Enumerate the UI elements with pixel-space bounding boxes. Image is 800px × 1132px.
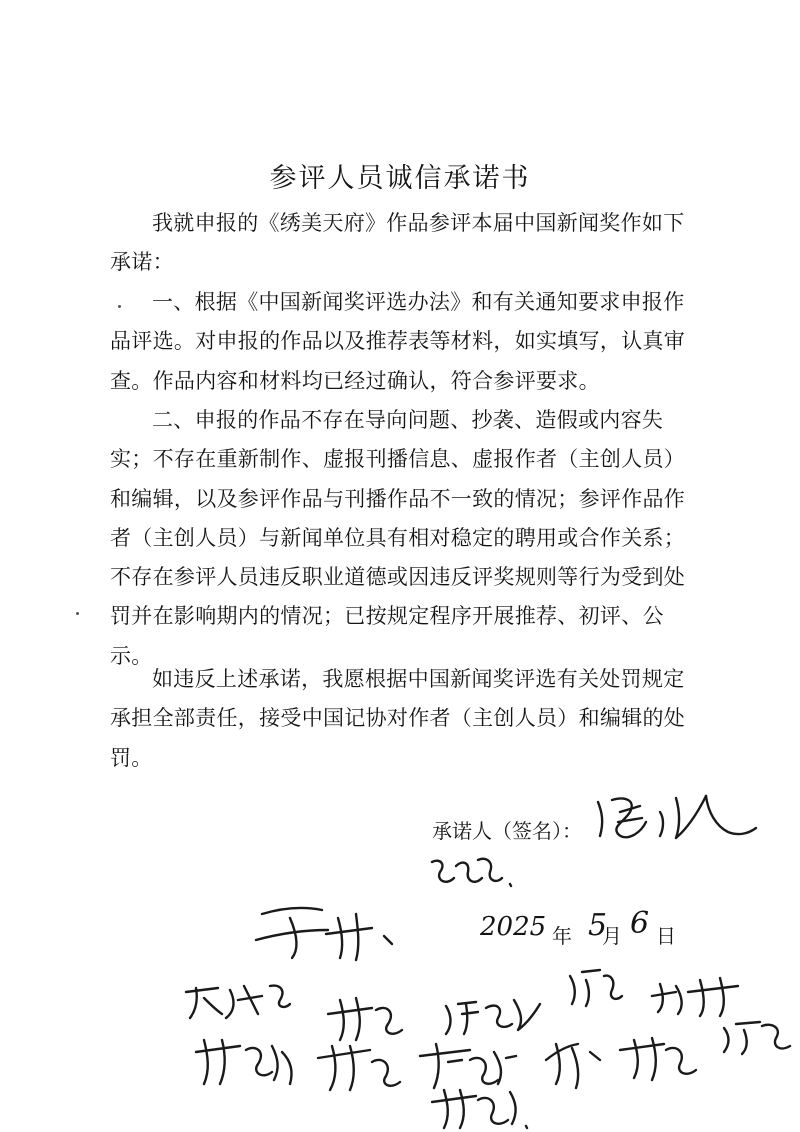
signature-14 [620,1038,696,1080]
document-title: 参评人员诚信承诺书 [269,163,531,195]
pledge-item-one: 一、根据《中国新闻奖评选办法》和有关通知要求申报作品评选。对申报的作品以及推荐表等材料，如实填写，认真审查。作品内容和材料均已经过确认，符合参评要求。 [110,290,686,393]
scan-speck [76,612,79,615]
signature-12 [420,1044,516,1088]
signature-10 [196,1040,292,1084]
signature-3 [256,908,392,960]
pledger-label: 承诺人（签名）： [432,819,582,843]
scan-speck [118,305,121,308]
intro-paragraph: 我就申报的《绣美天府》作品参评本届中国新闻奖作如下承诺： [110,211,685,275]
signature-5 [328,998,402,1040]
signature-pledger [598,796,756,838]
signature-8 [652,978,738,1016]
date-year-label: 年 [552,924,572,948]
signature-2 [432,859,511,886]
date-year: 2025 [480,912,547,942]
date-month: 5 [588,908,608,943]
signature-7 [570,970,622,1006]
signature-11 [318,1046,400,1090]
signature-13 [546,1044,600,1088]
signature-6 [446,1000,540,1034]
date-day-label: 日 [656,924,676,948]
date-day: 6 [630,906,650,941]
date-month-label: 月 [602,924,622,948]
signature-4 [186,986,290,1018]
closing-paragraph: 如违反上述承诺，我愿根据中国新闻奖评选有关处罚规定承担全部责任，接受中国记协对作者（主创人员）和编辑的处罚。 [110,667,686,770]
signature-15 [432,1090,527,1128]
pledge-item-two: 二、申报的作品不存在导向问题、抄袭、造假或内容失实；不存在重新制作、虚报刊播信息、虚报作者（主创人员）和编辑，以及参评作品与刊播作品不一致的情况；参评作品作者（主创人员）与新闻单位具有相对稳定的聘用或合作关系；不存在参评人员违反职业道德或因违反评奖规则等行为受到处罚并在影响期内的情况；已按规定程序开展推荐、初评、公示。 [110,408,686,668]
signature-9 [724,1022,790,1054]
